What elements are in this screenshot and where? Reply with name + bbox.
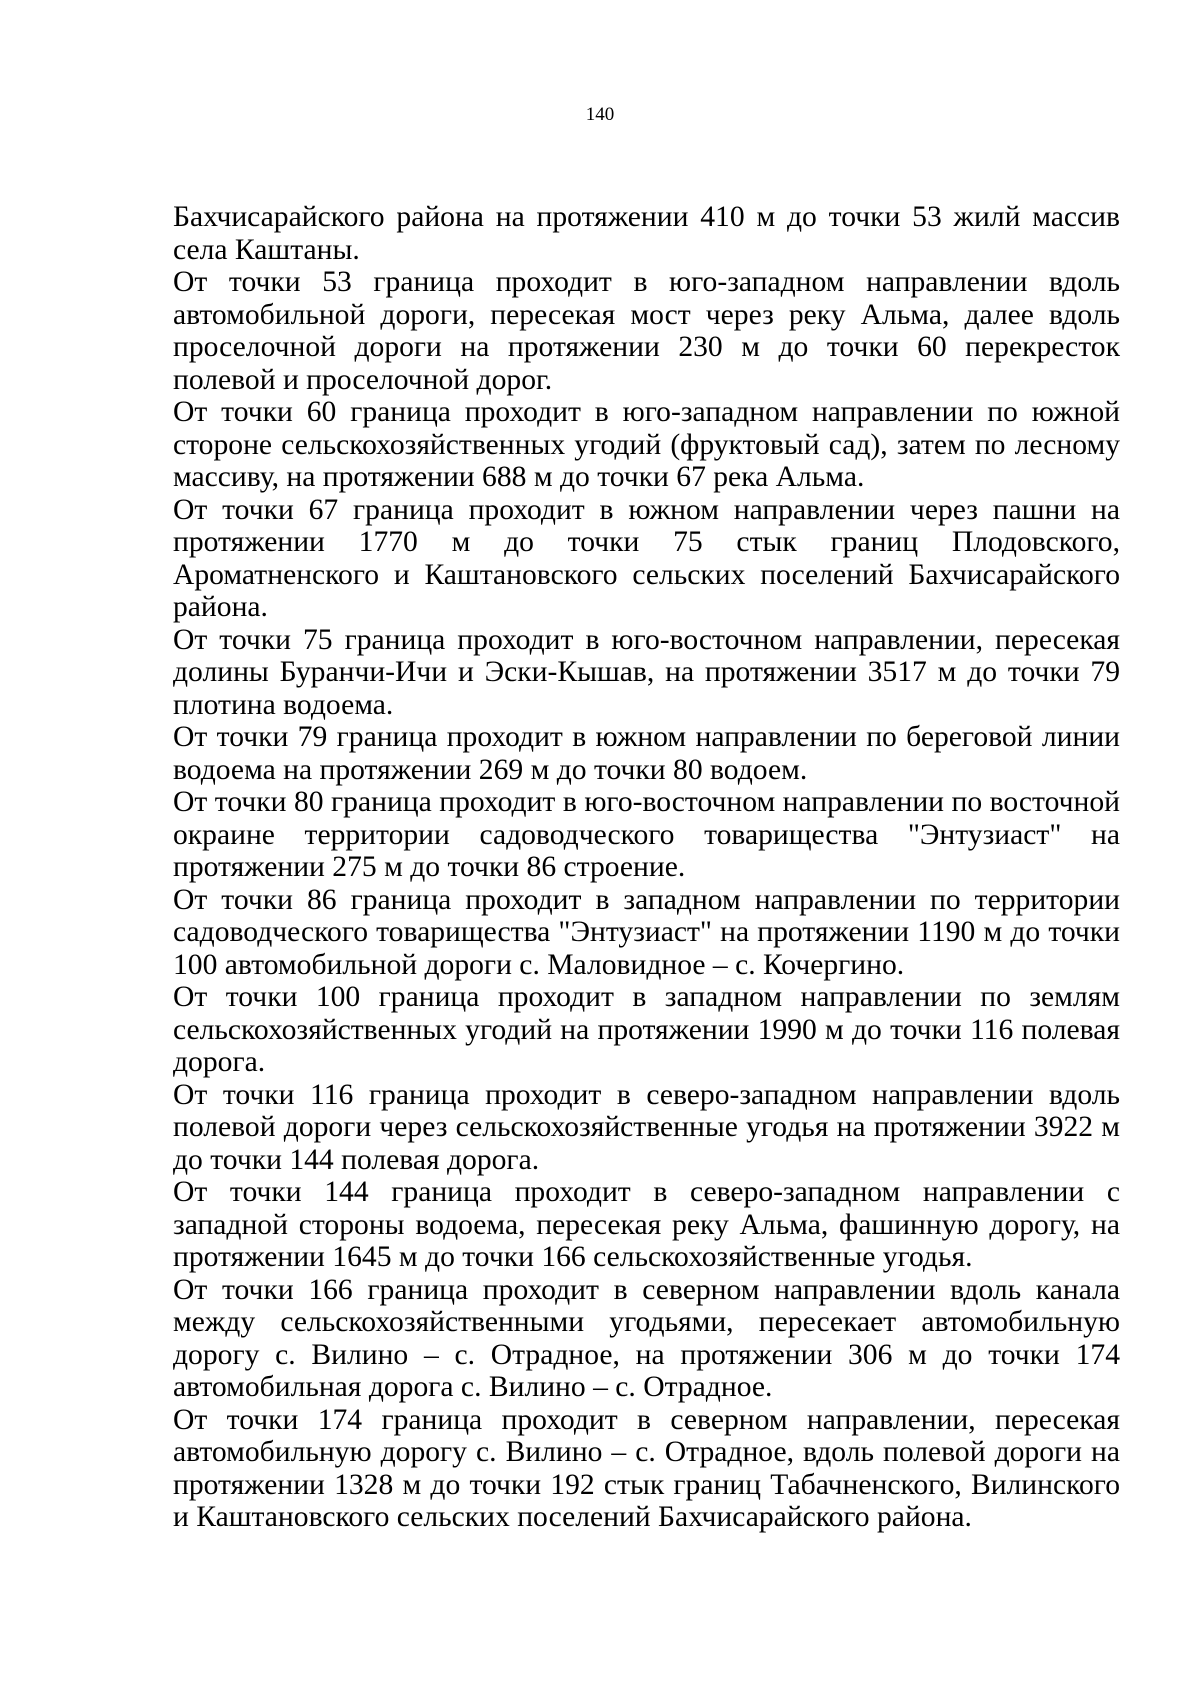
paragraph: От точки 144 граница проходит в северо-западном направлении с западной стороны водоема, пересекая реку Альма, фашинную дорогу, на протяжении 1645 м до точки 166 сельскохозяйственные угодья. [173,1176,1120,1273]
paragraph: От точки 174 граница проходит в северном направлении, пересекая автомобильную дорогу с. Вилино – с. Отрадное, вдоль полевой дороги на протяжении 1328 м до точки 192 стык границ Табачненского, Вилинского и Каштановского сельских поселений Бахчисарайского района. [173,1403,1120,1533]
paragraph: От точки 80 граница проходит в юго-восточном направлении по восточной окраине территории садоводческого товарищества "Энтузиаст" на протяжении 275 м до точки 86 строение. [173,786,1120,883]
paragraph: От точки 60 граница проходит в юго-западном направлении по южной стороне сельскохозяйственных угодий (фруктовый сад), затем по лесному массиву, на протяжении 688 м до точки 67 река Альма. [173,396,1120,493]
paragraph: Бахчисарайского района на протяжении 410 м до точки 53 жилй массив села Каштаны. [173,201,1120,266]
paragraph: От точки 100 граница проходит в западном направлении по землям сельскохозяйственных угодий на протяжении 1990 м до точки 116 полевая дорога. [173,981,1120,1078]
paragraph: От точки 166 граница проходит в северном направлении вдоль канала между сельскохозяйственными угодьями, пересекает автомобильную дорогу с. Вилино – с. Отрадное, на протяжении 306 м до точки 174 автомобильная дорога с. Вилино – с. Отрадное. [173,1273,1120,1403]
document-body [173,201,1120,1534]
paragraph: От точки 79 граница проходит в южном направлении по береговой линии водоема на протяжении 269 м до точки 80 водоем. [173,721,1120,786]
paragraph: От точки 86 граница проходит в западном направлении по территории садоводческого товарищества "Энтузиаст" на протяжении 1190 м до точки 100 автомобильной дороги с. Маловидное – с. Кочергино. [173,883,1120,981]
paragraph: От точки 75 граница проходит в юго-восточном направлении, пересекая долины Буранчи-Ичи и Эски-Кышав, на протяжении 3517 м до точки 79 плотина водоема. [173,623,1120,721]
paragraph: От точки 67 граница проходит в южном направлении через пашни на протяжении 1770 м до точки 75 стык границ Плодовского, Ароматненского и Каштановского сельских поселений Бахчисарайского района. [173,493,1120,623]
paragraph: От точки 116 граница проходит в северо-западном направлении вдоль полевой дороги через сельскохозяйственные угодья на протяжении 3922 м до точки 144 полевая дорога. [173,1078,1120,1176]
page-number: 140 [585,104,615,125]
paragraph: От точки 53 граница проходит в юго-западном направлении вдоль автомобильной дороги, пересекая мост через реку Альма, далее вдоль проселочной дороги на протяжении 230 м до точки 60 перекресток полевой и проселочной дорог. [173,266,1120,396]
